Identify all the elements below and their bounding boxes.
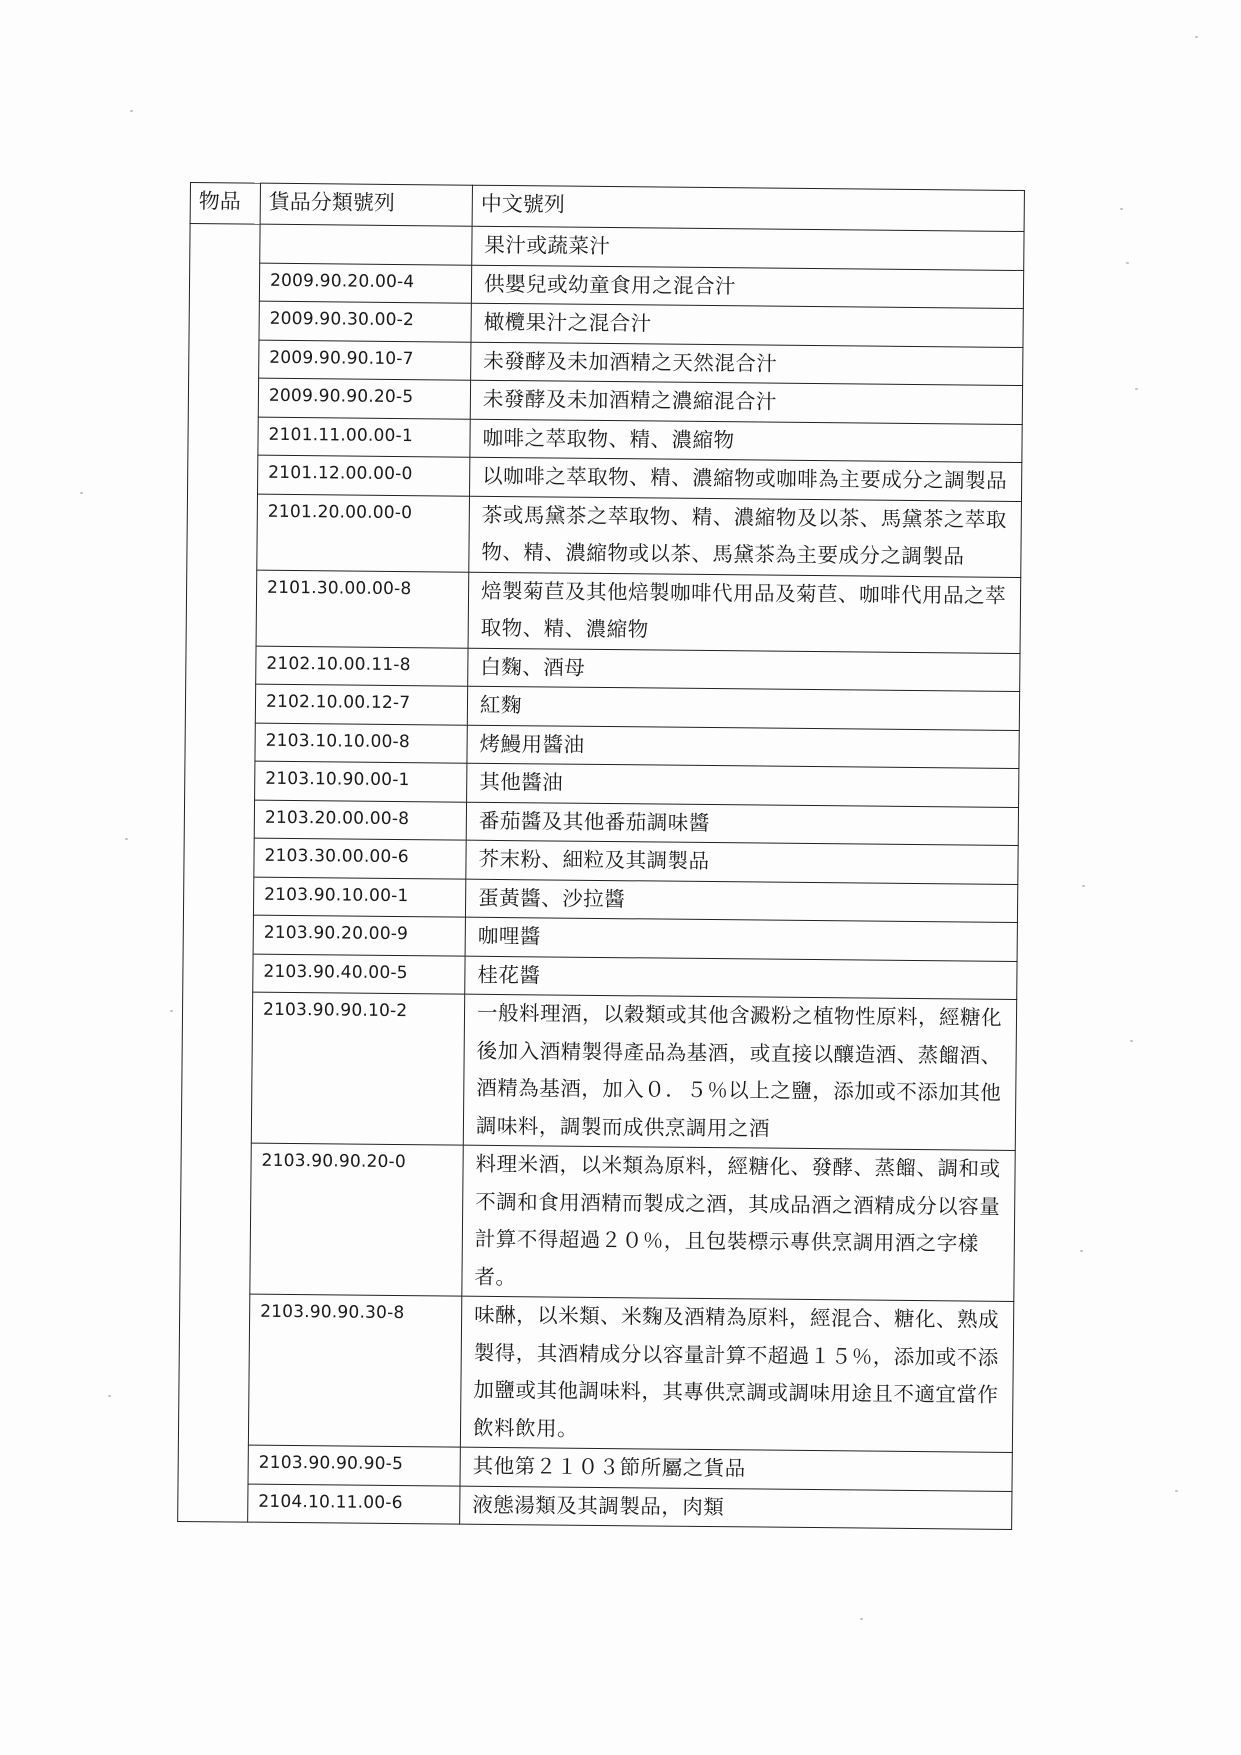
tariff-code-cell: 2101.30.00.00-8 bbox=[256, 570, 469, 648]
description-cell: 芥末粉、細粒及其調製品 bbox=[466, 840, 1018, 884]
table-row bbox=[186, 569, 1021, 653]
description-cell: 料理米酒，以米類為原料，經糖化、發酵、蒸餾、調和或不調和食用酒精而製成之酒，其成品酒之酒精成分以容量計算不得超過２０％，且包裝標示專供烹調用酒之字樣者。 bbox=[462, 1145, 1015, 1301]
tariff-code-cell: 2009.90.90.10-7 bbox=[259, 340, 471, 381]
scan-speck bbox=[860, 1618, 863, 1620]
tariff-code-cell: 2101.20.00.00-0 bbox=[257, 494, 470, 572]
header-description: 中文號列 bbox=[472, 185, 1024, 231]
description-cell: 其他醬油 bbox=[467, 763, 1019, 807]
header-item: 物品 bbox=[190, 183, 260, 225]
description-cell: 白麴、酒母 bbox=[468, 648, 1020, 692]
description-cell: 其他第２１０３節所屬之貨品 bbox=[460, 1447, 1012, 1491]
description-cell: 味醂，以米類、米麴及酒精為原料，經混合、糖化、熟成製得，其酒精成分以容量計算不超過１５％，添加或不添加鹽或其他調味料，其專供烹調或調味用途且不適宜當作飲料飲用。 bbox=[460, 1296, 1013, 1452]
scan-speck bbox=[130, 110, 133, 112]
scan-speck bbox=[1080, 1250, 1083, 1252]
description-cell: 烤鰻用醬油 bbox=[467, 725, 1019, 769]
tariff-code-cell: 2103.90.90.90-5 bbox=[248, 1445, 460, 1486]
table-body bbox=[178, 224, 1024, 1530]
tariff-code-cell: 2103.90.40.00-5 bbox=[253, 954, 465, 995]
tariff-code-cell bbox=[260, 224, 472, 265]
description-cell: 茶或馬黛茶之萃取物、精、濃縮物及以茶、馬黛茶之萃取物、精、濃縮物或以茶、馬黛茶為主要成分之調製品 bbox=[469, 496, 1022, 577]
scan-speck bbox=[170, 1010, 173, 1012]
description-cell: 一般料理酒，以穀類或其他含澱粉之植物性原料，經糖化後加入酒精製得產品為基酒，或直接以釀造酒、蒸餾酒、酒精為基酒，加入０．５％以上之鹽，添加或不添加其他調味料，調製而成供烹調用之酒 bbox=[463, 994, 1016, 1150]
tariff-code-cell: 2101.11.00.00-1 bbox=[258, 417, 470, 458]
tariff-code-cell: 2102.10.00.11-8 bbox=[256, 646, 468, 687]
tariff-code-cell: 2104.10.11.00-6 bbox=[248, 1484, 460, 1525]
scan-speck bbox=[1120, 208, 1123, 210]
description-cell: 果汁或蔬菜汁 bbox=[472, 226, 1024, 270]
tariff-code-cell: 2101.12.00.00-0 bbox=[258, 455, 470, 496]
scan-speck bbox=[108, 1395, 111, 1397]
tariff-code-cell: 2103.90.90.30-8 bbox=[248, 1294, 461, 1447]
description-cell: 紅麴 bbox=[467, 686, 1019, 730]
description-cell: 咖啡之萃取物、精、濃縮物 bbox=[470, 419, 1022, 463]
tariff-code-cell: 2103.90.90.10-2 bbox=[251, 992, 464, 1145]
table-row bbox=[180, 1142, 1015, 1301]
scan-speck bbox=[1175, 1490, 1178, 1492]
description-cell: 蛋黃醬、沙拉醬 bbox=[465, 879, 1017, 923]
description-cell: 番茄醬及其他番茄調味醬 bbox=[466, 802, 1018, 846]
item-cell bbox=[178, 224, 260, 1523]
scan-speck bbox=[125, 838, 128, 840]
description-cell: 未發酵及未加酒精之天然混合汁 bbox=[471, 342, 1023, 386]
header-code: 貨品分類號列 bbox=[260, 183, 472, 226]
tariff-code-cell: 2009.90.90.20-5 bbox=[258, 378, 470, 419]
tariff-code-cell: 2103.10.90.00-1 bbox=[255, 761, 467, 802]
tariff-code-cell: 2009.90.30.00-2 bbox=[259, 301, 471, 342]
goods-classification-table bbox=[177, 182, 1025, 1530]
description-cell: 咖哩醬 bbox=[465, 917, 1017, 961]
tariff-code-cell: 2103.90.20.00-9 bbox=[253, 915, 465, 956]
tariff-code-cell: 2102.10.00.12-7 bbox=[255, 684, 467, 725]
table-row bbox=[181, 991, 1016, 1150]
table-row bbox=[187, 493, 1022, 577]
table-row bbox=[178, 1483, 1012, 1530]
tariff-code-cell: 2103.20.00.00-8 bbox=[254, 800, 466, 841]
description-cell: 橄欖果汁之混合汁 bbox=[471, 303, 1023, 347]
tariff-code-cell: 2103.30.00.00-6 bbox=[254, 838, 466, 879]
scan-speck bbox=[80, 492, 83, 494]
description-cell: 液態湯類及其調製品，肉類 bbox=[460, 1486, 1012, 1530]
scan-speck bbox=[1135, 388, 1138, 390]
description-cell: 供嬰兒或幼童食用之混合汁 bbox=[471, 265, 1023, 309]
scan-speck bbox=[1082, 885, 1085, 887]
description-cell: 未發酵及未加酒精之濃縮混合汁 bbox=[470, 380, 1022, 424]
table-row bbox=[178, 1293, 1013, 1452]
description-cell: 桂花醬 bbox=[465, 956, 1017, 1000]
scan-speck bbox=[1126, 262, 1129, 264]
tariff-code-cell: 2009.90.20.00-4 bbox=[259, 263, 471, 304]
description-cell: 以咖啡之萃取物、精、濃縮物或咖啡為主要成分之調製品 bbox=[470, 457, 1022, 501]
tariff-code-cell: 2103.90.10.00-1 bbox=[253, 877, 465, 918]
scan-speck bbox=[1195, 36, 1198, 38]
description-cell: 焙製菊苣及其他焙製咖啡代用品及菊苣、咖啡代用品之萃取物、精、濃縮物 bbox=[468, 572, 1021, 653]
tariff-code-cell: 2103.10.10.00-8 bbox=[255, 723, 467, 764]
tariff-code-cell: 2103.90.90.20-0 bbox=[250, 1143, 463, 1296]
scan-speck bbox=[1130, 1040, 1133, 1042]
